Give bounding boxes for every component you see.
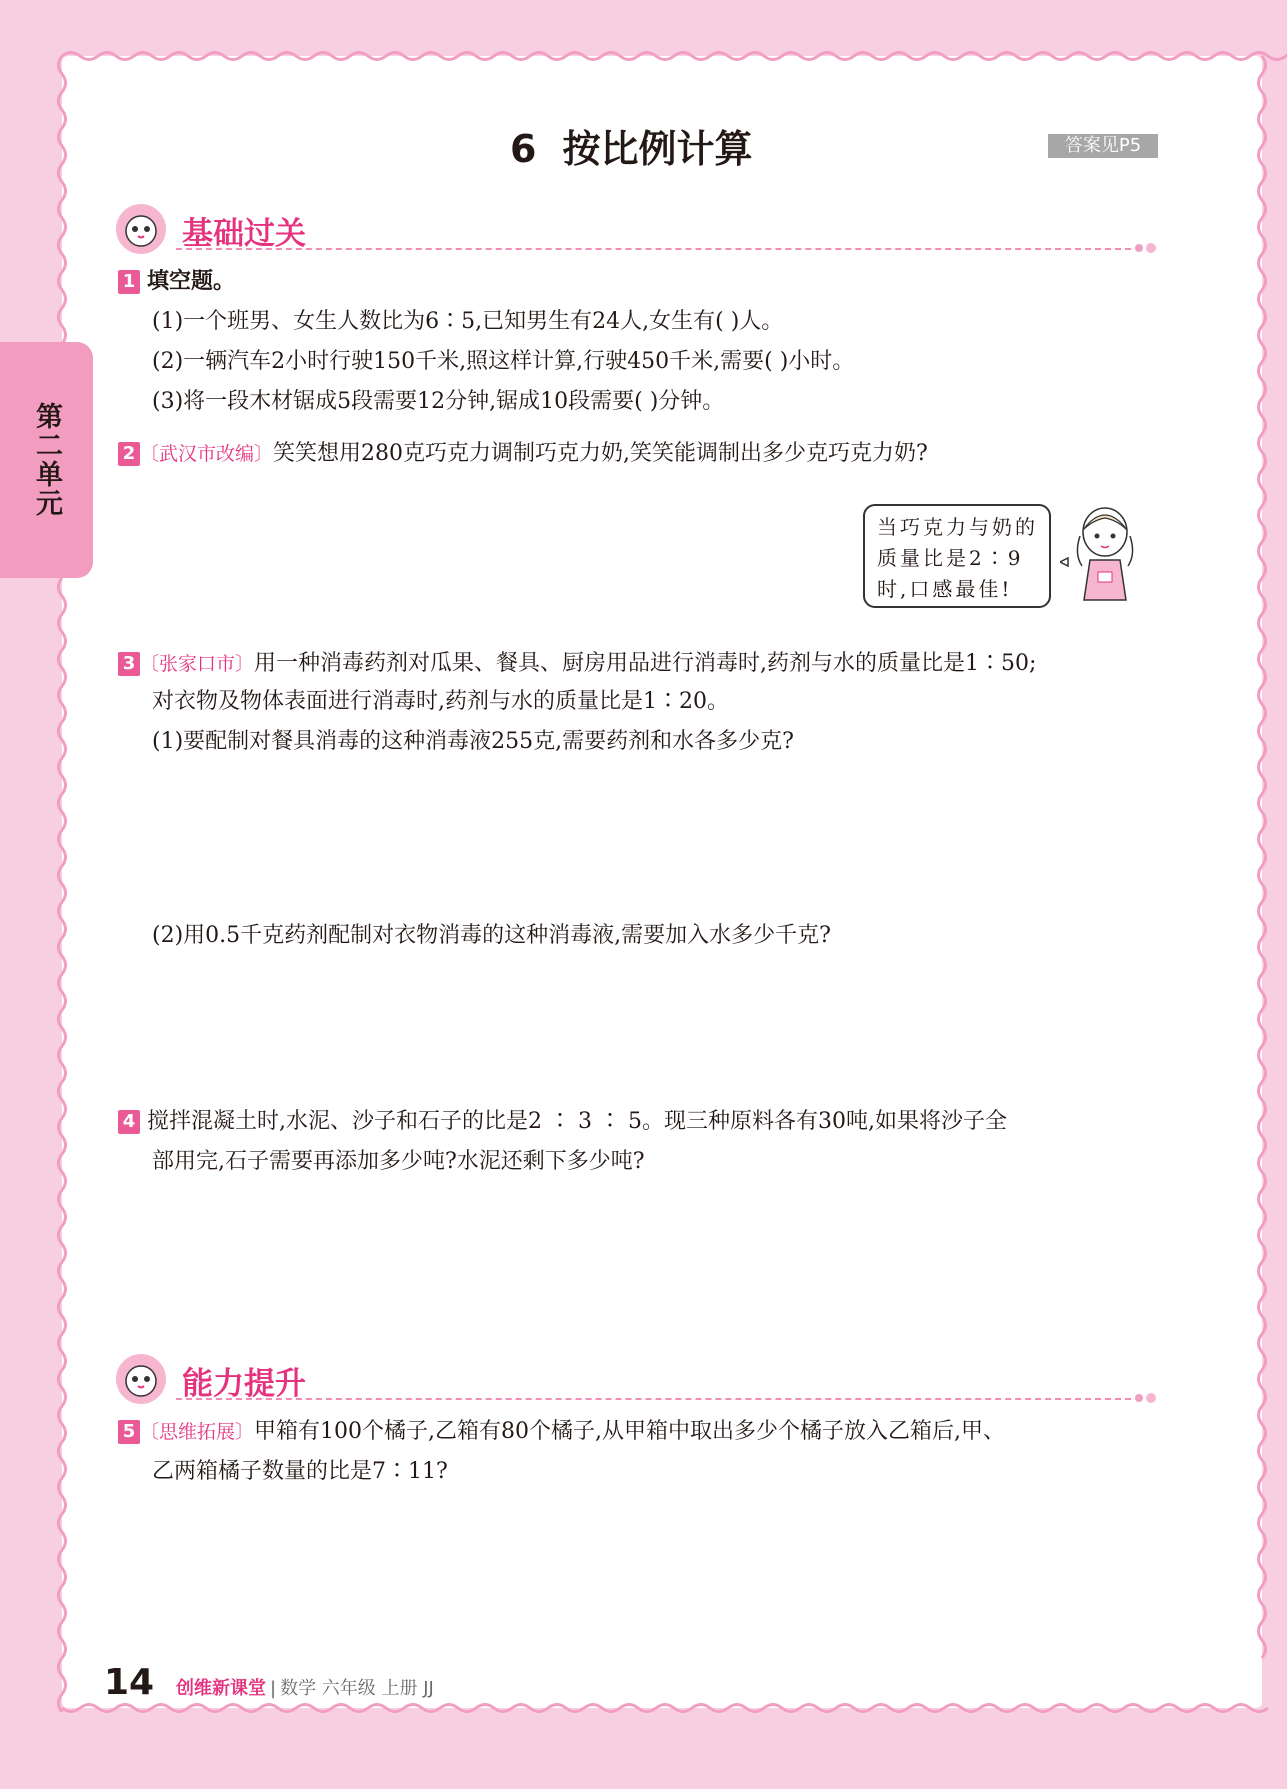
- question-stem: 填空题。: [147, 269, 236, 294]
- question-number-badge: 5: [118, 1420, 140, 1444]
- section-divider: [176, 1398, 1131, 1400]
- section-title-advanced: 能力提升: [182, 1366, 306, 1402]
- speech-bubble: [863, 504, 1051, 608]
- unit-side-tab: [0, 342, 93, 578]
- question-text: 甲箱有100个橘子,乙箱有80个橘子,从甲箱中取出多少个橘子放入乙箱后,甲、: [254, 1419, 1005, 1444]
- section-title-basics: 基础过关: [182, 216, 306, 252]
- q3-sub-1: (1)要配制对餐具消毒的这种消毒液255克,需要药剂和水各多少克?: [152, 729, 794, 754]
- footer-info: [176, 1674, 434, 1700]
- section-divider: [176, 248, 1131, 250]
- question-1: [118, 262, 235, 302]
- q1-item-3: (3)将一段木材锯成5段需要12分钟,锯成10段需要( )分钟。: [152, 389, 725, 414]
- question-number-badge: 1: [118, 270, 140, 294]
- footer-course: 数学 六年级 上册 JJ: [280, 1678, 434, 1699]
- girl-character-icon: [1060, 502, 1150, 606]
- page-title: [510, 118, 752, 173]
- unit-tab-label: 第二单元: [31, 402, 62, 518]
- footer-separator: |: [270, 1678, 277, 1699]
- lesson-title: 按比例计算: [562, 127, 753, 171]
- bubble-line: 质量比是2∶9: [877, 546, 1024, 570]
- question-text: 搅拌混凝土时,水泥、沙子和石子的比是2 ∶ 3 ∶ 5。现三种原料各有30吨,如果将沙子全: [147, 1109, 1007, 1134]
- footer-brand: 创维新课堂: [176, 1678, 266, 1699]
- source-tag: 〔武汉市改编〕: [140, 443, 274, 465]
- source-tag: 〔思维拓展〕: [140, 1421, 255, 1443]
- page-number: 14: [104, 1662, 155, 1703]
- q1-item-1: (1)一个班男、女生人数比为6∶5,已知男生有24人,女生有( )人。: [152, 309, 784, 334]
- question-number-badge: 3: [118, 652, 140, 676]
- question-number-badge: 2: [118, 442, 140, 466]
- section-header-advanced: [116, 1354, 1161, 1410]
- section-header-basics: [116, 204, 1161, 260]
- source-tag: 〔张家口市〕: [140, 653, 255, 675]
- answer-reference-badge: 答案见P5: [1048, 134, 1158, 158]
- question-4: [118, 1102, 1007, 1142]
- decor-dots-icon: [1131, 240, 1161, 256]
- lesson-number: 6: [510, 127, 537, 171]
- decor-dots-icon: [1131, 1390, 1161, 1406]
- owl-mascot-icon: [116, 1354, 166, 1404]
- question-3: [118, 644, 1036, 684]
- bubble-line: 时,口感最佳!: [877, 577, 1013, 601]
- question-5: [118, 1412, 1005, 1452]
- bubble-line: 当巧克力与奶的: [877, 515, 1038, 539]
- q3-sub-2: (2)用0.5千克药剂配制对衣物消毒的这种消毒液,需要加入水多少千克?: [152, 923, 831, 948]
- question-number-badge: 4: [118, 1110, 140, 1134]
- q3-line-2: 对衣物及物体表面进行消毒时,药剂与水的质量比是1∶20。: [152, 689, 729, 714]
- question-2: [118, 434, 928, 474]
- q4-line-2: 部用完,石子需要再添加多少吨?水泥还剩下多少吨?: [152, 1149, 645, 1174]
- owl-mascot-icon: [116, 204, 166, 254]
- q5-line-2: 乙两箱橘子数量的比是7∶11?: [152, 1459, 448, 1484]
- question-text: 用一种消毒药剂对瓜果、餐具、厨房用品进行消毒时,药剂与水的质量比是1∶50;: [254, 651, 1037, 676]
- q1-item-2: (2)一辆汽车2小时行驶150千米,照这样计算,行驶450千米,需要( )小时。: [152, 349, 855, 374]
- question-text: 笑笑想用280克巧克力调制巧克力奶,笑笑能调制出多少克巧克力奶?: [273, 441, 928, 466]
